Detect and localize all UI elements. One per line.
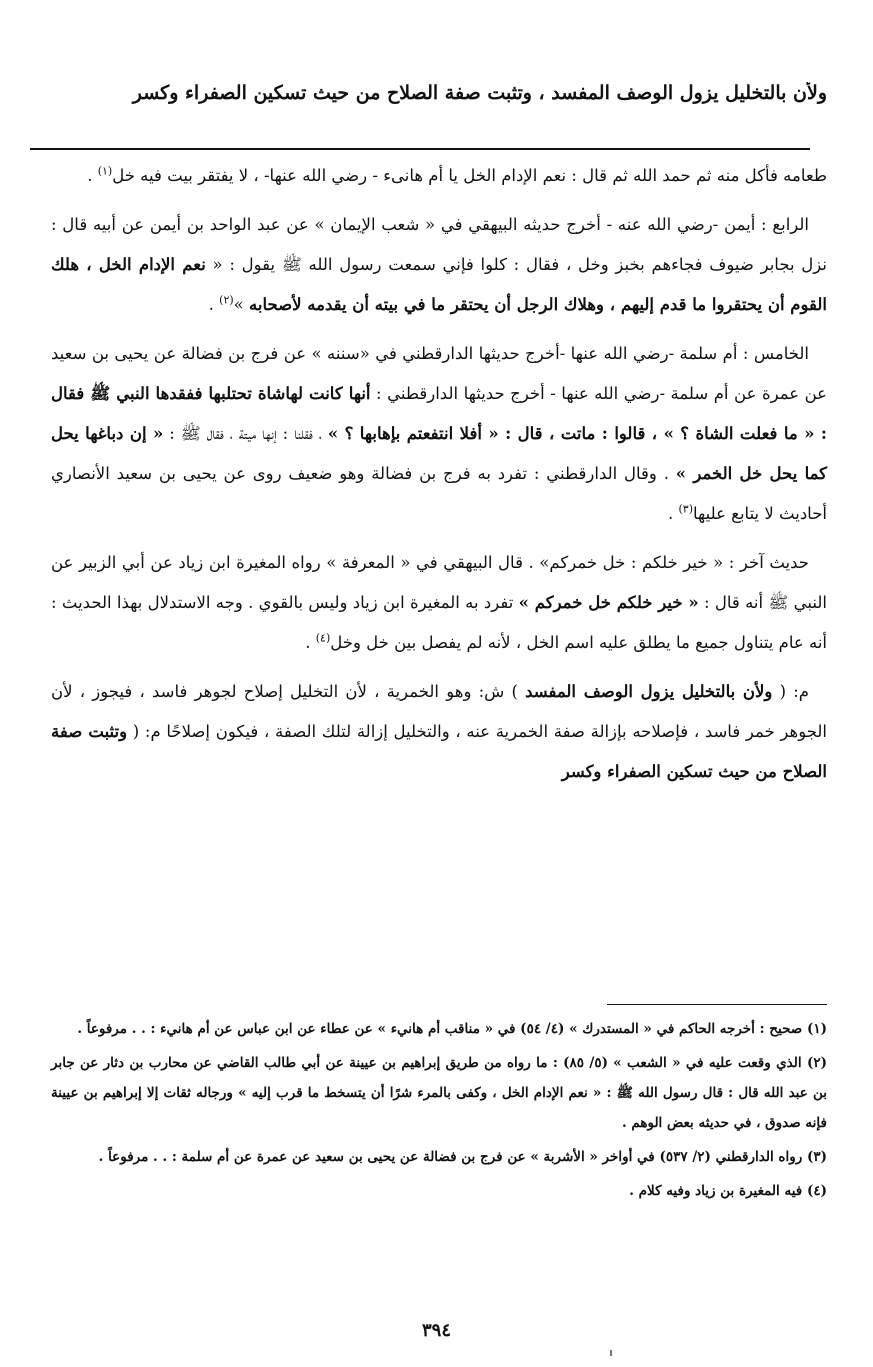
stray-mark [610, 1350, 612, 1356]
footnote-rule [607, 1004, 827, 1005]
running-header: ولأن بالتخليل يزول الوصف المفسد ، وتثبت صفة الصلاح من حيث تسكين الصفراء وكسر [132, 82, 827, 104]
paragraph-1: طعامه فأكل منه ثم حمد الله ثم قال : نعم الإدام الخل يا أم هانىء - رضي الله عنها- ، لا يفتقر بيت فيه خل$^{(١)}$ . [87, 164, 827, 185]
footnote-ref-4: (٤) [315, 631, 331, 645]
footnote-2: (٢) الذي وقعت عليه في « الشعب » (٥/ ٨٥) : ما رواه من طريق إبراهيم بن عيينة عن أبي طالب القاضي عن محارب بن دثار عن جابر بن عبد الله قال : قال رسول الله ﷺ : « نعم الإدام الخل ، وكفى بالمرء شرًا أن يتسخط ما قرب إليه » ورجاله ثقات إلا إبراهيم بن عيينة فإنه صدوق ، في حديثه بعض الوهم . [51, 1055, 827, 1131]
paragraph-4: حديث آخر : « خير خلكم : خل خمركم» . قال البيهقي في « المعرفة » رواه المغيرة ابن زياد عن أبي الزبير عن النبي ﷺ أنه قال : « خير خلكم خل خمركم » تفرد به المغيرة ابن زياد وليس بالقوي . وجه الاستدلال بهذا الحديث : أنه عام يتناول جميع ما يطلق عليه اسم الخل ، لأنه لم يفصل بين خل وخل$^{(٤)}$ . [51, 553, 827, 652]
matn-quote: ولأن بالتخليل يزول الوصف المفسد [525, 682, 773, 701]
footnote-3: (٣) رواه الدارقطني (٢/ ٥٣٧) في أواخر « الأشربة » عن فرج بن فضالة عن يحيى بن سعيد عن عمرة عن أم سلمة : . . مرفوعاً . [98, 1149, 827, 1165]
header-rule [30, 148, 810, 150]
page-number: ٣٩٤ [421, 1320, 451, 1341]
footnotes [51, 1014, 827, 1210]
paragraph-2: الرابع : أيمن -رضي الله عنه - أخرج حديثه البيهقي في « شعب الإيمان » عن عبد الواحد بن أيمن عن أبيه قال : نزل بجابر ضيوف فجاءهم بخبز وخل ، فقال : كلوا فإني سمعت رسول الله ﷺ يقول : « نعم الإدام الخل ، هلك القوم أن يحتقروا ما قدم إليهم ، وهلاك الرجل أن يحتقر ما في بيته أن يقدمه لأصحابه »$^{(٢)}$ . [51, 215, 827, 314]
hadith-text: نعم الإدام الخل ، هلك القوم أن يحتقروا ما قدم إليهم ، وهلاك الرجل أن يحتقر ما في بيته أن يقدمه لأصحابه [51, 255, 827, 314]
hadith-text: « خير خلكم خل خمركم » [518, 593, 699, 612]
footnote-4: (٤) فيه المغيرة بن زياد وفيه كلام . [629, 1183, 827, 1199]
paragraph-3: الخامس : أم سلمة -رضي الله عنها -أخرج حديثها الدارقطني في «سننه » عن فرج بن فضالة عن يحيى بن سعيد عن عمرة عن أم سلمة -رضي الله عنها - أخرج حديثها الدارقطني : أنها كانت لهاشاة تحتلبها ففقدها النبي ﷺ فقال : « ما فعلت الشاة ؟ » ، قالوا : ماتت ، قال : « أفلا انتفعتم بإهابها ؟ » ، فقلنا : إنها ميتة ، فقال ﷺ : « إن دباغها يحل كما يحل خل الخمر » . وقال الدارقطني : تفرد به فرج بن فضالة وهو ضعيف روى عن يحيى بن سعيد الأنصاري أحاديث لا يتابع عليها$^{(٣)}$ . [51, 344, 828, 523]
hadith-text: « إن دباغها يحل كما يحل خل الخمر » [51, 424, 828, 483]
main-text [51, 156, 827, 801]
paragraph-5: م: ( ولأن بالتخليل يزول الوصف المفسد ) ش: وهو الخمرية ، لأن التخليل إصلاح لجوهر فاسد ، فيجوز ، لأن الجوهر خمر فاسد ، فإصلاحه بإزالة صفة الخمرية عنه ، والتخليل إزالة لتلك الصفة ، فيكون إصلاحًا م: ( وتثبت صفة الصلاح من حيث تسكين الصفراء وكسر [51, 682, 828, 781]
matn-quote: وتثبت صفة الصلاح من حيث تسكين الصفراء وكسر [51, 722, 827, 781]
hadith-text: أنها كانت لهاشاة تحتلبها ففقدها النبي ﷺ فقال : « ما فعلت الشاة ؟ » ، قالوا : ماتت ، قال : « أفلا انتفعتم بإهابها ؟ » [51, 384, 828, 443]
footnote-1: (١) صحيح : أخرجه الحاكم في « المستدرك » (٤/ ٥٤) في « مناقب أم هانيء » عن عطاء عن ابن عباس عن أم هانيء : . . مرفوعاً . [77, 1021, 827, 1037]
footnote-ref-2: (٢) [219, 293, 234, 307]
footnote-ref-1: (١) [97, 164, 113, 178]
footnote-ref-3: (٣) [678, 502, 693, 516]
